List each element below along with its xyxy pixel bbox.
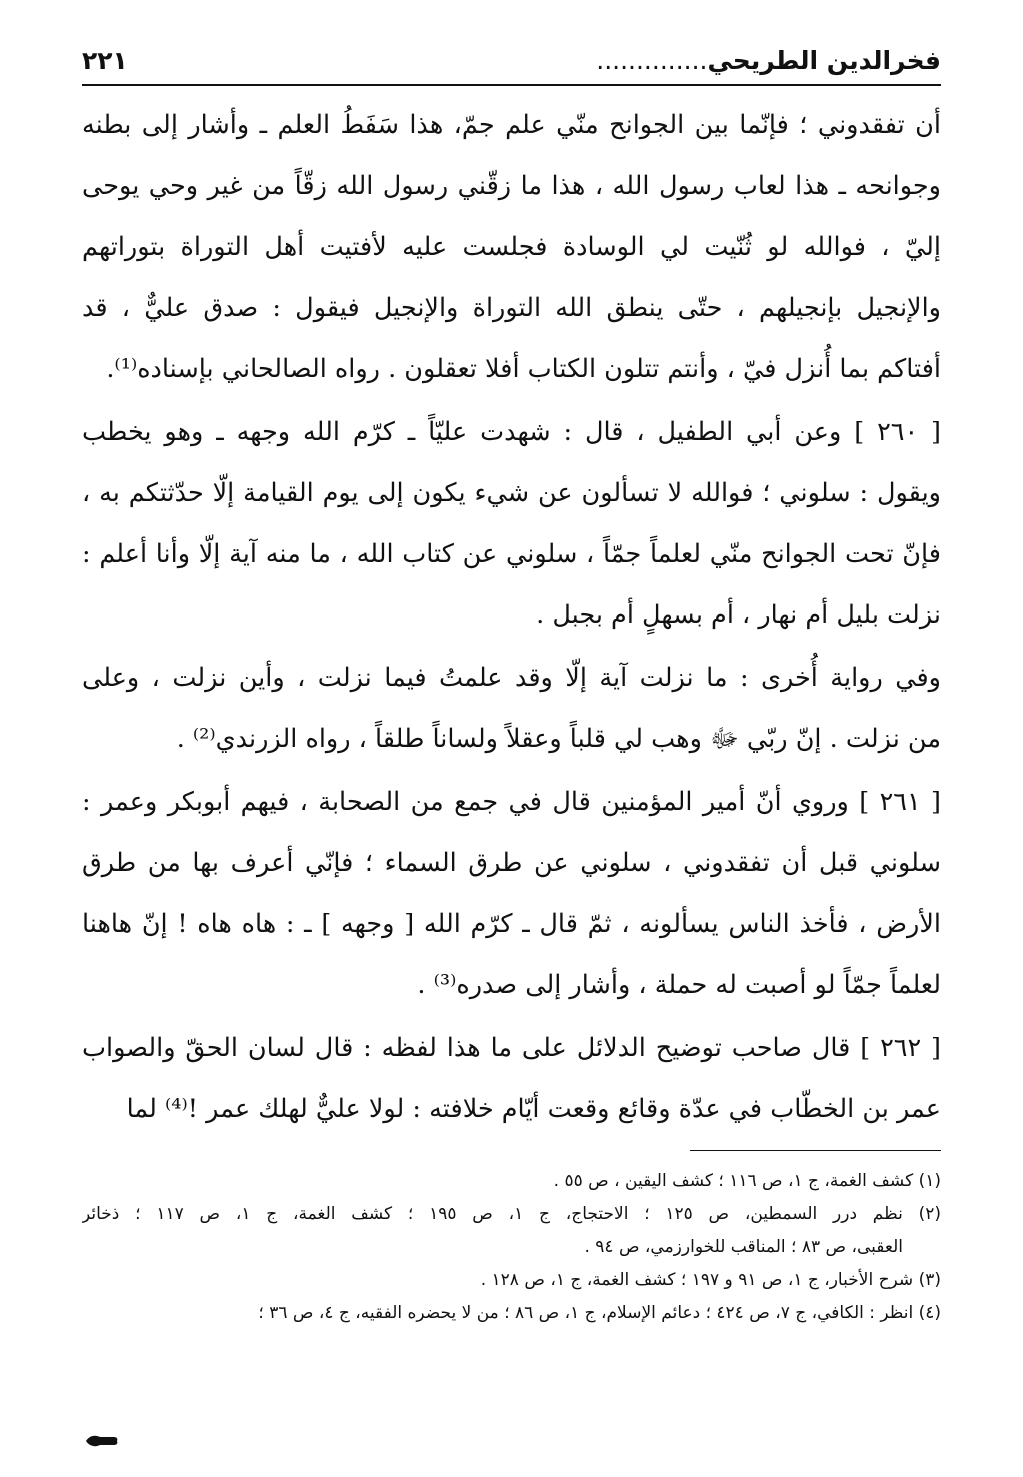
text-line: والإنجيل بإنجيلهم ، حتّى ينطق الله التوراة والإنجيل فيقول : صدق عليٌّ ، قد [82,293,941,323]
text-line: من نزلت . إنّ ربّي ﷻ وهب لي قلباً وعقلاً ولساناً طلقاً ، رواه الزرندي⁽²⁾ . [176,724,941,754]
footnotes [82,1165,941,1330]
leader-dots: .............. [596,45,708,75]
text-line: وفي رواية أُخرى : ما نزلت آية إلّا وقد علمتُ فيما نزلت ، وأين نزلت ، وعلى [82,663,941,693]
main-text [82,95,941,1140]
running-title: فخرالدين الطريحي [707,45,941,75]
text-line: أن تفقدوني ؛ فإنّما بين الجوانح منّي علم جمّ، هذا سَفَطُ العلم ـ وأشار إلى بطنه [82,110,941,140]
text-line: عمر بن الخطّاب في عدّة وقائع وقعت أيّام خلافته : لولا عليٌّ لهلك عمر !⁽⁴⁾ لما [126,1094,941,1124]
text-line: سلوني قبل أن تفقدوني ، سلوني عن طرق السماء ؛ فإنّي أعرف بها من طرق [82,848,941,878]
header-rule [82,84,941,86]
text-line: فإنّ تحت الجوانح منّي لعلماً جمّاً ، سلوني عن كتاب الله ، ما منه آية إلّا وأنا أعلم : [82,539,941,569]
pointing-hand-icon [84,1432,120,1450]
text-line: إليّ ، فوالله لو ثُنّيت لي الوسادة فجلست عليه لأفتيت أهل التوراة بتوراتهم [82,232,941,262]
footnote-line: (١) كشف الغمة، ج ١، ص ١١٦ ؛ كشف اليقين ، ص ٥٥ . [553,1171,941,1191]
footnote-line: (٢) نظم درر السمطين، ص ١٢٥ ؛ الاحتجاج، ج ١، ص ١٩٥ ؛ كشف الغمة، ج ١، ص ١١٧ ؛ ذخائر [82,1204,941,1224]
text-line: الأرض ، فأخذ الناس يسألونه ، ثمّ قال ـ كرّم الله [ وجهه ] ـ : هاه هاه ! إنّ هاهنا [82,909,941,939]
footnote-line: (٣) شرح الأخبار، ج ١، ص ٩١ و ١٩٧ ؛ كشف الغمة، ج ١، ص ١٢٨ . [480,1270,941,1290]
text-line: نزلت بليل أم نهار ، أم بسهلٍ أم بجبل . [536,600,941,630]
footnote-line: (٤) انظر : الكافي، ج ٧، ص ٤٢٤ ؛ دعائم الإسلام، ج ١، ص ٨٦ ؛ من لا يحضره الفقيه، ج ٤، ص ٣٦ ؛ [258,1303,941,1323]
running-head [82,40,941,80]
page-number: ٢٢١ [82,45,128,75]
footnote-separator [690,1150,941,1151]
text-line: [ ٢٦٢ ] قال صاحب توضيح الدلائل على ما هذا لفظه : قال لسان الحقّ والصواب [82,1033,941,1063]
text-line: [ ٢٦٠ ] وعن أبي الطفيل ، قال : شهدت عليّاً ـ كرّم الله وجهه ـ وهو يخطب [82,417,941,447]
footnote-line: العقبى، ص ٨٣ ؛ المناقب للخوارزمي، ص ٩٤ . [584,1237,903,1257]
running-title-group [596,46,941,75]
text-line: [ ٢٦١ ] وروي أنّ أمير المؤمنين قال في جمع من الصحابة ، فيهم أبوبكر وعمر : [82,787,941,817]
text-line: ويقول : سلوني ؛ فوالله لا تسألون عن شيء يكون إلى يوم القيامة إلّا حدّثتكم به ، [82,478,941,508]
text-line: وجوانحه ـ هذا لعاب رسول الله ، هذا ما زقّني رسول الله زقّاً من غير وحي يوحى [82,171,941,201]
text-line: لعلماً جمّاً لو أصبت له حملة ، وأشار إلى صدره⁽³⁾ . [417,970,941,1000]
text-line: أفتاكم بما أُنزل فيّ ، وأنتم تتلون الكتاب أفلا تعقلون . رواه الصالحاني بإسناده⁽¹⁾. [106,354,941,384]
